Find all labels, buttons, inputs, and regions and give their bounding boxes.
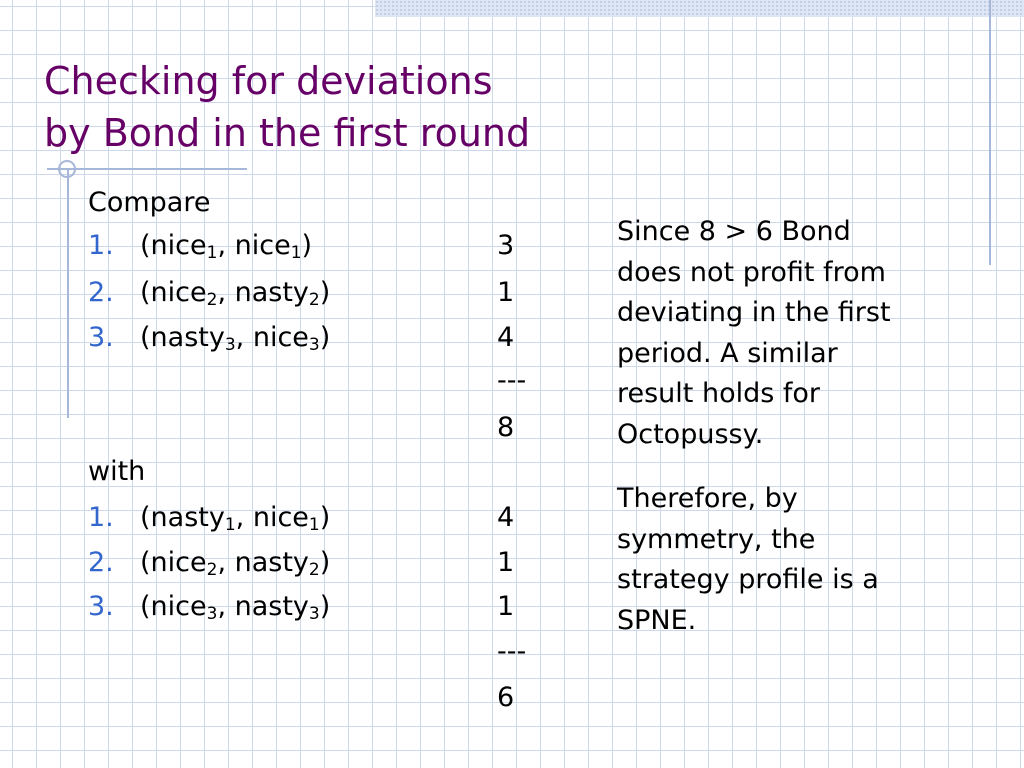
compare-item-2-number: 2. [88, 277, 114, 308]
compare-item-1: (nice$_1$, nice$_1$) [140, 230, 313, 263]
explanation-paragraph-1: Since 8 > 6 Bond does not profit from deviating in the first period. A similar result holds for Octopussy. [617, 216, 891, 450]
decorative-vertical-line-right [989, 0, 991, 265]
with-item-3-value: 1 [497, 591, 515, 622]
with-heading: with [88, 456, 146, 487]
decorative-vertical-line-left [67, 170, 69, 418]
with-item-3: (nice$_3$, nasty$_3$) [140, 591, 331, 624]
compare-item-1-number: 1. [88, 230, 114, 261]
with-item-1: (nasty$_1$, nice$_1$) [140, 502, 331, 535]
compare-item-3-value: 4 [497, 322, 515, 353]
with-item-1-value: 4 [497, 502, 515, 533]
compare-item-3-number: 3. [88, 322, 114, 353]
title-underline [47, 168, 247, 170]
compare-heading: Compare [88, 187, 211, 218]
compare-item-2: (nice$_2$, nasty$_2$) [140, 277, 331, 310]
with-item-2: (nice$_2$, nasty$_2$) [140, 547, 331, 580]
with-item-2-value: 1 [497, 547, 515, 578]
with-item-1-number: 1. [88, 502, 114, 533]
with-item-3-number: 3. [88, 591, 114, 622]
compare-item-2-value: 1 [497, 277, 515, 308]
compare-item-3: (nasty$_3$, nice$_3$) [140, 322, 331, 355]
title-line-2: by Bond in the first round [44, 111, 531, 155]
compare-divider: --- [497, 365, 527, 396]
explanation-paragraph-2: Therefore, by symmetry, the strategy profile is a SPNE. [617, 483, 879, 636]
with-item-2-number: 2. [88, 547, 114, 578]
compare-total: 8 [497, 412, 515, 443]
top-decorative-band [375, 0, 1024, 17]
slide-title [44, 55, 530, 159]
compare-item-1-value: 3 [497, 230, 515, 261]
crosshair-circle-icon [58, 160, 76, 178]
with-divider: --- [497, 636, 527, 667]
with-total: 6 [497, 682, 515, 713]
title-line-1: Checking for deviations [44, 59, 493, 103]
